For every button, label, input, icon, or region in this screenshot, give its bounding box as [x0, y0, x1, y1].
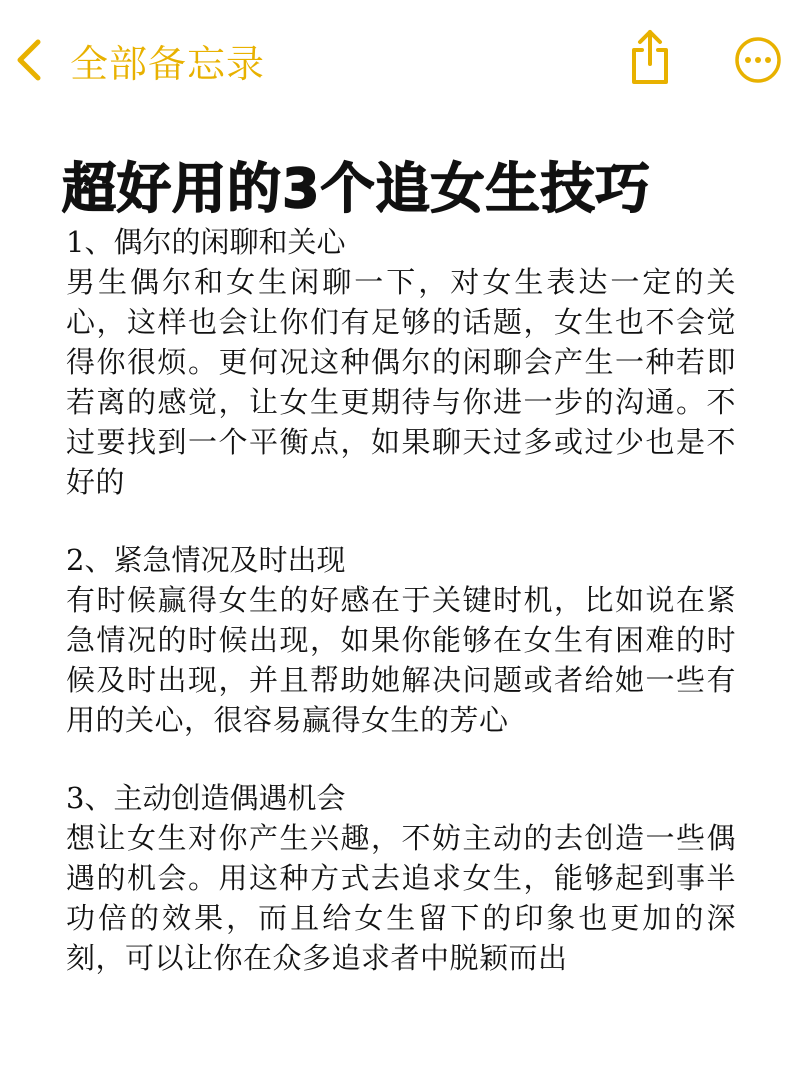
tip-body: 想让女生对你产生兴趣，不妨主动的去创造一些偶遇的机会。用这种方式去追求女生，能够起到事半功倍的效果，而且给女生留下的印象也更加的深刻，可以让你在众多追求者中脱颖而出 [66, 821, 736, 975]
tip-heading: 1、偶尔的闲聊和关心 [66, 225, 346, 259]
share-button[interactable] [626, 28, 674, 86]
chevron-left-icon [14, 38, 44, 82]
tip-heading: 2、紧急情况及时出现 [66, 543, 346, 577]
tip-section-3 [66, 778, 736, 978]
tip-section-1 [66, 222, 736, 502]
back-label: 全部备忘录 [70, 41, 266, 86]
note-title: 超好用的3个追女生技巧 [62, 157, 651, 221]
tip-heading: 3、主动创造偶遇机会 [66, 781, 346, 815]
share-icon [626, 71, 674, 90]
back-button[interactable] [14, 30, 265, 90]
tip-section-2 [66, 540, 736, 740]
navigation-bar [0, 0, 800, 120]
note-body[interactable] [66, 222, 736, 978]
more-button[interactable] [734, 36, 782, 84]
more-icon [734, 69, 782, 88]
tip-body: 有时候赢得女生的好感在于关键时机，比如说在紧急情况的时候出现，如果你能够在女生有困难的时候及时出现，并且帮助她解决问题或者给她一些有用的关心，很容易赢得女生的芳心 [66, 583, 736, 737]
tip-body: 男生偶尔和女生闲聊一下，对女生表达一定的关心，这样也会让你们有足够的话题，女生也不会觉得你很烦。更何况这种偶尔的闲聊会产生一种若即若离的感觉，让女生更期待与你进一步的沟通。不过要找到一个平衡点，如果聊天过多或过少也是不好的 [66, 265, 736, 499]
